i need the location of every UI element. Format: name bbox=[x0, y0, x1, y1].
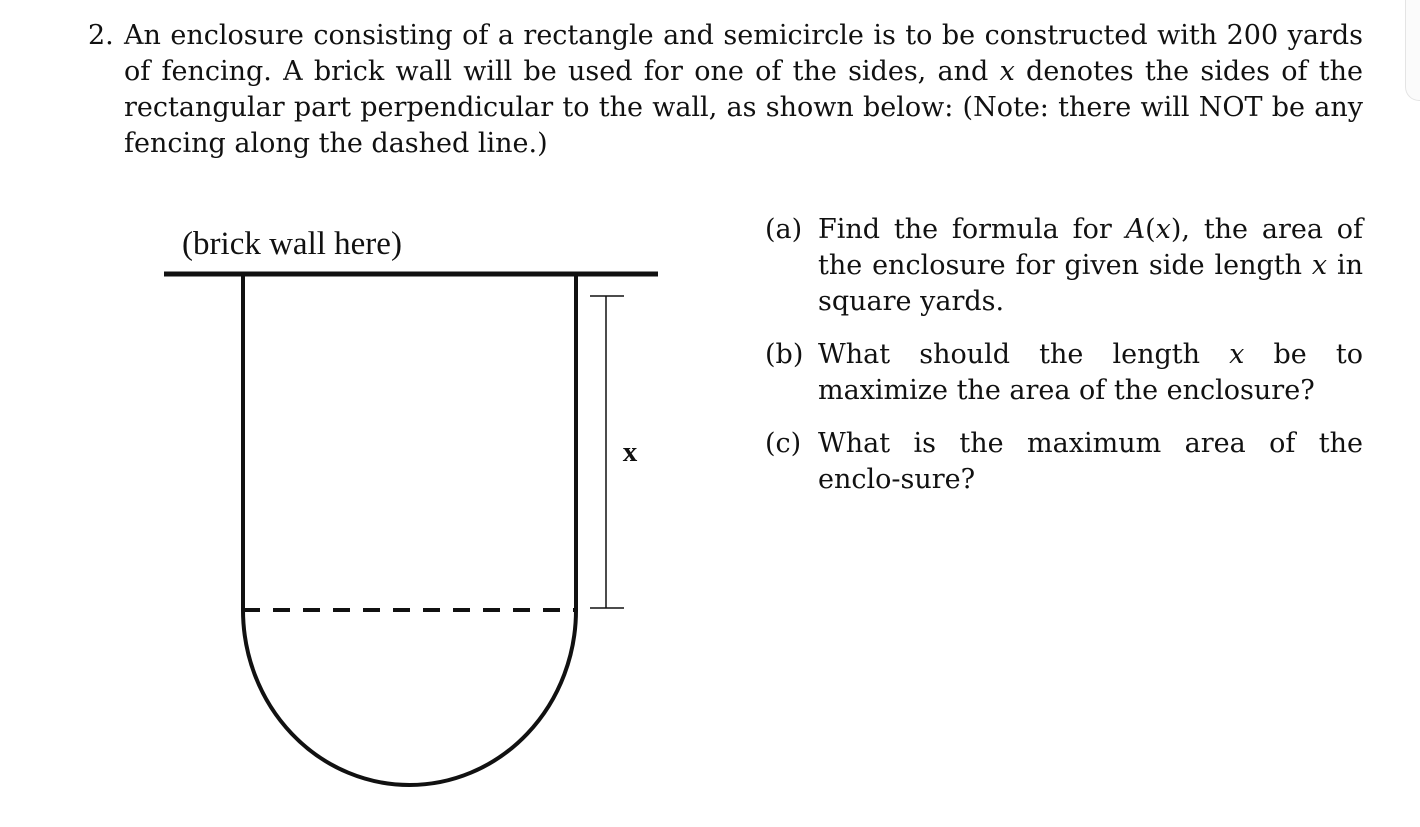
brick-wall-label: (brick wall here) bbox=[182, 226, 402, 262]
question-parts bbox=[765, 212, 1363, 515]
math-paren: ( bbox=[1145, 214, 1156, 245]
part-b-text bbox=[818, 337, 1363, 409]
part-text: be to maximize the area of the enclosure? bbox=[818, 339, 1363, 406]
enclosure-svg bbox=[150, 210, 680, 810]
part-a bbox=[765, 212, 1363, 320]
part-a-text bbox=[818, 212, 1363, 320]
stem-text: An enclosure consisting of a rectangle and semicircle is to be constructed with 200 yards of fencing. A brick wall will be used for one of the sides, and bbox=[124, 20, 1363, 87]
stem-variable-x: x bbox=[999, 56, 1015, 87]
math-variable-A: A bbox=[1125, 214, 1146, 245]
problem-number: 2. bbox=[88, 20, 114, 51]
part-text: in square yards. bbox=[818, 250, 1363, 317]
part-text: ), the area of the enclosure for given side length bbox=[818, 214, 1364, 281]
part-c-label: (c) bbox=[765, 428, 802, 459]
dimension-label-x: x bbox=[622, 436, 638, 468]
part-text: What should the length bbox=[818, 339, 1230, 370]
part-a-label: (a) bbox=[765, 214, 803, 245]
math-variable-x: x bbox=[1155, 214, 1171, 245]
problem-statement bbox=[88, 18, 1363, 162]
part-c bbox=[765, 426, 1363, 498]
math-variable-x: x bbox=[1229, 339, 1245, 370]
semicircle-fence bbox=[243, 610, 576, 785]
part-text: Find the formula for bbox=[818, 214, 1126, 245]
part-b-label: (b) bbox=[765, 339, 804, 370]
problem-stem bbox=[124, 18, 1363, 162]
enclosure-diagram bbox=[150, 210, 680, 810]
stem-text: denotes the sides of the rectangular part perpendicular to the wall, as shown below: (Note: there will NOT be any fencing along the dashed line.) bbox=[124, 56, 1363, 159]
part-b bbox=[765, 337, 1363, 409]
scrollbar-edge[interactable] bbox=[1405, 0, 1420, 101]
part-c-text bbox=[818, 426, 1363, 498]
part-text: What is the maximum area of the enclo-sure? bbox=[818, 428, 1363, 495]
math-variable-x: x bbox=[1311, 250, 1328, 281]
